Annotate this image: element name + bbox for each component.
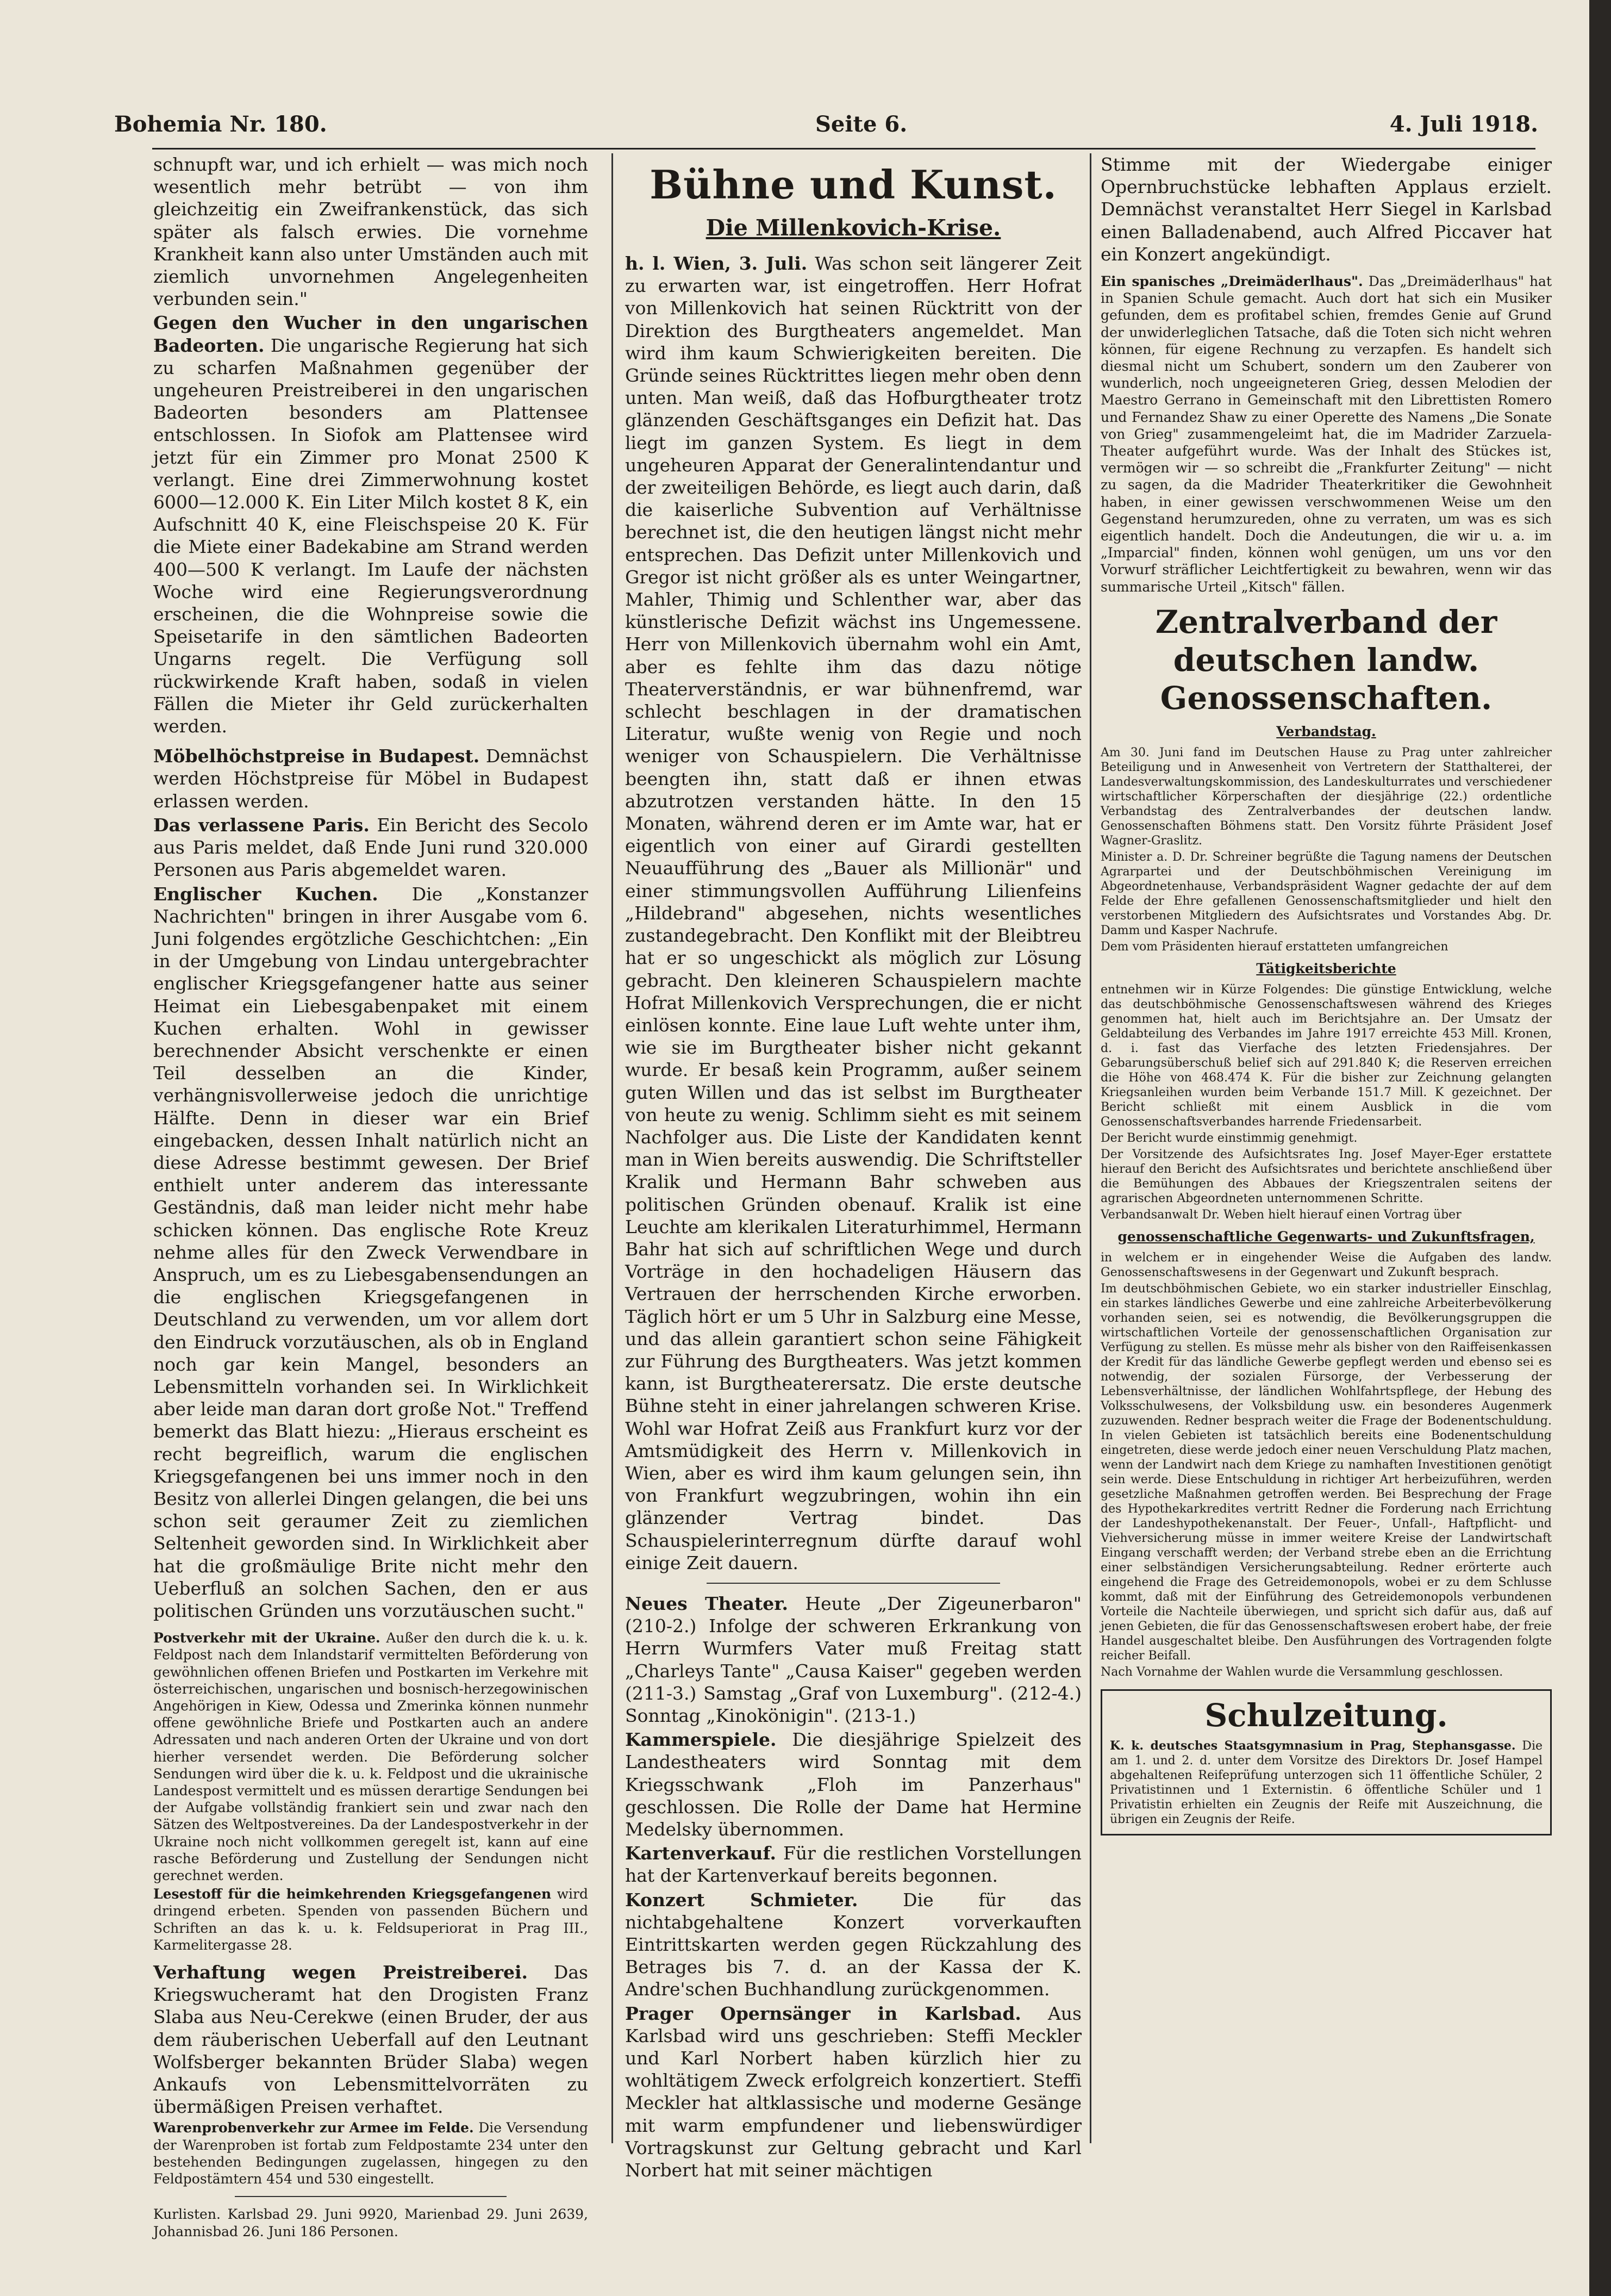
article-body: Das „Dreimäderlhaus" hat in Spanien Schule gemacht. Auch dort hat sich ein Musiker gefunden, dem es profitabel schien, fremdes Genie auf Grund der unwiderleglichen Tatsache, daß die Toten sich nicht wehren können, für eigene Rechnung zu verzapfen. Es handelt sich diesmal nicht um Schubert, sondern um den Zauberer von wunderlich, noch ungeeigneteren Grieg, dessen Melodien der Maestro Gerrano in Gemeinschaft mit den Librettisten Romero und Fernandez Shaw zu einer Operette des Namens „Die Sonate von Grieg" zusammengeleimt hat, die im Madrider Zarzuela-Theater aufgeführt wurde. Was der Inhalt des Stückes ist, vermögen wir — so schreibt die „Frankfurter Zeitung" — nicht zu sagen, da die Madrider Theaterkritiker die Gewohnheit haben, in einer gewissen verschwommenen Weise um den Gegenstand herumzureden, ohne zu verraten, um was es sich eigentlich handelt. Doch die Andeutungen, die wir u. a. im „Imparcial" finden, können wohl genügen, um uns vor den Vorwurf sträflicher Leichtfertigkeit zu bewahren, wenn wir das summarische Urteil „Kitsch" fällen.: [1101, 273, 1552, 595]
article-body: Die Versendung der Warenproben ist fortab zum Feldpostamte 234 unter den bestehenden Bedingungen zugelassen, hingegen zu den Feldpostämtern 454 und 530 eingestellt.: [153, 2120, 588, 2187]
article-paragraph: Nach Vornahme der Wahlen wurde die Versammlung geschlossen.: [1101, 1665, 1503, 1679]
article-continuation: schnupft war, und ich erhielt — was mich noch wesentlich mehr betrübt — von ihm gleichzeitig ein Zweifrankenstück, das sich später als falsch erwies. Die vornehme Krankheit kann also unter Umständen auch mit ziemlich unvornehmen Angelegenheiten verbunden sein.": [153, 154, 588, 310]
page-header: [114, 111, 1538, 145]
section-divider: [235, 2196, 507, 2197]
article-postverkehr: [153, 1629, 588, 1884]
article-paris: [153, 814, 588, 881]
article-neues-theater: [625, 1592, 1082, 1727]
article-body: Aus Karlsbad wird uns geschrieben: Steffi Meckler und Karl Norbert haben kürzlich hier zu wohltätigem Zweck erfolgreich konzertiert. Steffi Meckler hat altklassische und moderne Gesänge mit warm empfundener und liebenswürdiger Vortragskunst zur Geltung gebracht und Karl Norbert hat mit seiner mächtigen: [625, 2002, 1082, 2181]
article-paragraph: in welchem er in eingehender Weise die Aufgaben des landw. Genossenschaftswesens in der Gegenwart und Zukunft besprach.: [1101, 1250, 1552, 1279]
article-paragraph: Der Bericht wurde einstimmig genehmigt.: [1101, 1131, 1358, 1145]
section-title-buehne: Bühne und Kunst.: [650, 161, 1057, 208]
section-divider: [707, 1583, 1000, 1584]
article-heading: Gegen den Wucher in den ungarischen Badeorten.: [153, 312, 588, 356]
article-body: Was schon seit längerer Zeit zu erwarten war, ist eingetroffen. Herr Hofrat von Millenkovich hat seinen Rücktritt von der Direktion des Burgtheaters angemeldet. Man wird ihm kaum Schwierigkeiten bereiten. Die Gründe seines Rücktrittes liegen mehr oben denn unten. Man weiß, daß das Hofburgtheater trotz glänzenden Geschäftsganges ein Defizit hat. Das liegt im ganzen System. Es liegt in dem ungeheuren Apparat der Generalintendantur und der zweiteiligen Behörde, es liegt auch darin, daß die kaiserliche Subvention auf Verhältnisse berechnet ist, die den heutigen längst nicht mehr entsprechen. Das Defizit unter Millenkovich und Gregor ist nicht größer als es unter Weingartner, Mahler, Thimig und Schlenther war, aber das künstlerische Defizit wächst ins Ungemessene. Herr von Millenkovich übernahm wohl ein Amt, aber es fehlte ihm das dazu nötige Theaterverständnis, er war bühnenfremd, war schlecht beschlagen in der dramatischen Literatur, wußte wenig von Regie und noch weniger von Schauspielern. Die Verhältnisse beengten ihn, statt daß er ihnen etwas abzutrotzen verstanden hätte. In den 15 Monaten, während deren er im Amte war, hat er eigentlich von einer auf Girardi gestellten Neuaufführung des „Bauer als Millionär" und einer stimmungsvollen Aufführung Lilienfeins „Hildebrand" abgesehen, nichts wesentliches zustandegebracht. Den Konflikt mit der Bleibtreu hat er so ungeschickt als möglich zur Lösung gebracht. Den kleineren Schauspielern machte Hofrat Millenkovich Versprechungen, die er nicht einlösen konnte. Eine laue Luft wehte unter ihm, wie sie im Burgtheater bisher nicht gekannt wurde. Er besaß kein Programm, außer seinem guten Willen und das ist selbst im Burgtheater von heute zu wenig. Schlimm sieht es mit seinem Nachfolger aus. Die Liste der Kandidaten kennt man in Wien bereits auswendig. Die Schriftsteller Kralik und Hermann Bahr schweben aus politischen Gründen obenauf. Kralik ist eine Leuchte am klerikalen Literaturhimmel, Hermann Bahr hat sich auf schriftlichen Wege und durch Vorträge in den hochadeligen Häusern das Vertrauen der herrschenden Kirche erworben. Täglich hört er um 5 Uhr in Salzburg eine Messe, und das allein garantiert schon seine Fähigkeit zur Führung des Burgtheaters. Was jetzt kommen kann, ist Burgtheaterersatz. Die erste deutsche Bühne steht in einer jahrelangen schweren Krise. Wohl war Hofrat Zeiß aus Frankfurt kurz vor der Amtsmüdigkeit des Herrn v. Millenkovich in Wien, aber es wird ihm kaum gelungen sein, ihn von Frankfurt wegzubringen, wohin ihn ein glänzender Vertrag bindet. Das Schauspielerinterregnum dürfte darauf wohl einige Zeit dauern.: [625, 253, 1082, 1573]
article-millenkovich: [625, 252, 1082, 1574]
article-moebel: [153, 745, 588, 812]
article-warenproben: [153, 2119, 588, 2187]
article-paragraph: Im deutschböhmischen Gebiete, wo ein starker industrieller Einschlag, ein starkes ländliches Gewerbe und eine zahlreiche Arbeiterbevölkerung vorhanden seien, sei es notwendig, die Bevölkerungsgruppen die wirtschaftlichen Vorteile der genossenschaftlichen Organisation zur Verfügung zu stellen. Es müsse mehr als bisher von den Raiffeisenkassen der Kredit für das ländliche Gewerbe gepflegt werden und ebenso sei es notwendig, der sozialen Fürsorge, der Verbesserung der Lebensverhältnisse, der ländlichen Wohlfahrtspflege, der Hebung des Volksschulwesens, der Volksbildung usw. ein besonderes Augenmerk zuzuwenden. Redner besprach weiter die Frage der Bodenentschuldung. In vielen Gebieten ist tatsächlich bereits eine Bodenentschuldung eingetreten, diese werde jedoch einer neuen Verschuldung Platz machen, wenn der Landwirt nach dem Kriege zu namhaften Investitionen genötigt sein werde. Diese Entschuldung in richtiger Art herbeizuführen, werden gesetzliche Maßnahmen getroffen werden. Bei Besprechung der Frage des Hypothekarkredites vertritt Redner die Forderung nach Errichtung der Landeshypothekenanstalt. Der Feuer-, Unfall-, Haftpflicht- und Viehversicherung müsse in immer weitere Kreise der Landwirtschaft Eingang verschafft werden; der Verband strebe eben an die Errichtung einer selbständigen Versicherungsabteilung. Redner erörterte auch eingehend die Frage des Getreidemonopols, wobei er zu dem Schlusse kommt, daß mit der Einführung des Getreidemonopols verbundenen Vorteile die Nachteile überwiegen, und spricht sich dafür aus, daß auf jenen Gebieten, die für das Genossenschaftswesen erobert habe, der freie Handel ausgeschaltet bleibe. Den Ausführungen des Vortragenden folgte reicher Beifall.: [1101, 1281, 1552, 1663]
article-heading: Konzert Schmieter.: [625, 1889, 858, 1911]
column-2: [625, 153, 1082, 2183]
article-dreimaederlhaus: [1101, 273, 1552, 595]
article-dateline: h. l. Wien, 3. Juli.: [625, 253, 808, 274]
article-paragraph: Der Vorsitzende des Aufsichtsrates Ing. Josef Mayer-Eger erstattete hierauf den Bericht des Aufsichtsrates und berichtete anschließend über die Bemühungen des Abbaues der Kriegszentralen seitens der agrarischen Abgeordneten unternommenen Schritte.: [1101, 1147, 1552, 1205]
article-heading: Englischer Kuchen.: [153, 883, 378, 905]
column-rule-1: [611, 153, 613, 2143]
article-body: Die ungarische Regierung hat sich zu scharfen Maßnahmen gegenüber der ungeheuren Preistreiberei in den ungarischen Badeorten besonders am Plattensee entschlossen. In Siofok am Plattensee wird jetzt für ein Zimmer pro Monat 2500 K verlangt. Eine drei Zimmerwohnung kostet 6000—12.000 K. Ein Liter Milch kostet 8 K, ein Aufschnitt 40 K, eine Fleischspeise 20 K. Für die Miete einer Badekabine am Strand werden 400—500 K verlangt. Im Laufe der nächsten Woche wird eine Regierungsverordnung erscheinen, die die Wohnpreise sowie die Speisetarife in den sämtlichen Badeorten Ungarns regelt. Die Verfügung soll rückwirkende Kraft haben, sodaß in vielen Fällen die Mieter ihr Geld zurückerhalten werden.: [153, 334, 588, 737]
article-body: Demnächst werden Höchstpreise für Möbel in Budapest erlassen werden.: [153, 745, 588, 812]
article-paragraph: Verbandsanwalt Dr. Weben hielt hierauf einen Vortrag über: [1101, 1208, 1462, 1222]
article-body: Ein Bericht des Secolo aus Paris meldet, daß Ende Juni rund 320.000 Personen aus Paris abgemeldet waren.: [153, 814, 588, 881]
article-kuchen: [153, 883, 588, 1622]
article-heading: Ein spanisches „Dreimäderlhaus".: [1101, 273, 1363, 290]
article-heading: Kartenverkauf.: [625, 1843, 776, 1864]
article-heading: Das verlassene Paris.: [153, 814, 370, 836]
article-body: Die diesjährige Spielzeit des Landestheaters wird Sonntag mit dem Kriegsschwank „Floh im Panzerhaus" geschlossen. Die Rolle der Dame hat Hermine Medelsky übernommen.: [625, 1729, 1082, 1840]
article-wucher: [153, 312, 588, 737]
article-konzert-schmieter: [625, 1889, 1082, 2001]
schulzeitung-box: [1101, 1689, 1552, 1835]
section-title-zentralverband: Zentralverband der deutschen landw. Genossenschaften.: [1155, 603, 1497, 717]
section-title-schulzeitung: Schulzeitung.: [1204, 1696, 1448, 1734]
header-page-number: Seite 6.: [815, 111, 908, 137]
column-rule-2: [1090, 153, 1091, 2143]
subheading-taetigkeitsberichte: Tätigkeitsberichte: [1256, 960, 1396, 976]
header-publication: Bohemia Nr. 180.: [114, 111, 327, 137]
article-paragraph: Minister a. D. Dr. Schreiner begrüßte die Tagung namens der Deutschen Agrarpartei und der Deutschböhmischen Vereinigung im Abgeordnetenhause, Verbandspräsident Wagner gedachte der auf dem Felde der Ehre gefallenen Genossenschaftsmitglieder und hielt den verstorbenen Mitgliedern des Aufsichtsrates und Vorstandes Abg. Dr. Damm und Kasper Nachrufe.: [1101, 850, 1552, 937]
article-body: Außer den durch die k. u. k. Feldpost nach dem Inlandstarif vermittelten Beförderung von gewöhnlichen offenen Briefen und Postkarten im Verkehre mit österreichischen, ungarischen und bosnisch-herzegowinischen Angehörigen in Kiew, Odessa und Zmerinka können nunmehr offene gewöhnliche Briefe und Postkarten auch an andere Adressaten und nach anderen Orten der Ukraine und von dort hierher versendet werden. Die Beförderung solcher Sendungen wird über die k. u. k. Feldpost und die ukrainische Landespost vermittelt und es müssen derartige Sendungen bei der Aufgabe vollständig frankiert sein und zwar nach den Sätzen des Weltpostvereines. Da der Landespostverkehr in der Ukraine noch nicht vollkommen geregelt ist, kann auf eine rasche Beförderung und Zustellung der Sendungen nicht gerechnet werden.: [153, 1630, 588, 1884]
article-body: wird dringend erbeten. Spenden von passenden Büchern und Schriften an das k. u. k. Feldsuperiorat in Prag III., Karmelitergasse 28.: [153, 1886, 588, 1953]
article-body: Die am 1. und 2. d. unter dem Vorsitze des Direktors Dr. Josef Hampel abgehaltenen Reifeprüfung unterzogen sich 11 öffentliche Schüler, 2 Privatistinnen und 1 Externistin. 6 öffentliche Schüler und 1 Privatistin erhielten ein Zeugnis der Reife mit Auszeichnung, die übrigen ein Zeugnis der Reife.: [1110, 1739, 1543, 1826]
article-paragraph: Dem vom Präsidenten hierauf erstatteten umfangreichen: [1101, 939, 1448, 954]
article-heading: Prager Opernsänger in Karlsbad.: [625, 2002, 1021, 2024]
article-kartenverkauf: [625, 1842, 1082, 1887]
article-verhaftung: [153, 1961, 588, 2118]
article-gymnasium: [1110, 1739, 1543, 1827]
article-title-millenkovich: Die Millenkovich-Krise.: [705, 215, 1001, 241]
article-kammerspiele: [625, 1728, 1082, 1840]
subheading-zukunftsfragen: genossenschaftliche Gegenwarts- und Zukunftsfragen,: [1117, 1228, 1535, 1245]
article-heading: K. k. deutsches Staatsgymnasium in Prag, Stephansgasse.: [1110, 1738, 1516, 1753]
article-continuation: Stimme mit der Wiedergabe einiger Opernbruchstücke lebhaften Applaus erzielt. Demnächst veranstaltet Herr Siegel in Karlsbad einen Balladenabend, auch Alfred Piccaver hat ein Konzert angekündigt.: [1101, 154, 1552, 265]
subheading-verbandstag: Verbandstag.: [1276, 723, 1376, 739]
article-heading: Verhaftung wegen Preistreiberei.: [153, 1962, 528, 1983]
article-paragraph: entnehmen wir in Kürze Folgendes: Die günstige Entwicklung, welche das deutschböhmische Genossenschaftswesen während des Krieges genommen hat, hielt auch im Berichtsjahre an. Der Umsatz der Geldabteilung des Verbandes im Jahre 1917 erreichte 453 Mill. Kronen, d. i. fast das Vierfache des letzten Friedensjahres. Der Gebarungsüberschuß belief sich auf 291.840 K; die Reserven erreichen die Höhe von 468.474 K. Für die bisher zur Zeichnung gelangten Kriegsanleihen wurden beim Verbande 151.7 Mill. K gezeichnet. Der Bericht schließt mit einem Ausblick in die vom Genossenschaftsverbandes harrende Friedensarbeit.: [1101, 982, 1552, 1129]
header-date: 4. Juli 1918.: [1389, 111, 1538, 137]
article-lesestoff: [153, 1886, 588, 1953]
article-body: Das Kriegswucheramt hat den Drogisten Franz Slaba aus Neu-Cerekwe (einen Bruder, der aus dem räuberischen Ueberfall auf den Leutnant Wolfsberger bekannten Brüder Slaba) wegen Ankaufs von Lebensmittelvorräten zu übermäßigen Preisen verhaftet.: [153, 1962, 588, 2118]
article-body: Die „Konstanzer Nachrichten" bringen in ihrer Ausgabe vom 6. Juni folgendes ergötzliche Geschichtchen: „Ein in der Umgebung von Lindau untergebrachter englischer Kriegsgefangener hatte aus seiner Heimat ein Liebesgabenpaket mit einem Kuchen erhalten. Wohl in gewisser berechnender Absicht verschenkte er einen Teil desselben an die Kinder, verhängnisvollerweise jedoch die unrichtige Hälfte. Denn in dieser war ein Brief eingebacken, dessen Inhalt natürlich nicht an diese Adresse bestimmt gewesen. Der Brief enthielt unter anderem das interessante Geständnis, daß man leider nicht mehr habe schicken können. Das englische Rote Kreuz nehme alles für den Zweck Verwendbare in Anspruch, um es zu Liebesgabensendungen an die englischen Kriegsgefangenen in Deutschland zu verwenden, um vor allem dort den Eindruck vorzutäuschen, als ob in England noch gar kein Mangel, besonders an Lebensmitteln vorhanden sei. In Wirklichkeit aber leide man daran dort große Not." Treffend bemerkt das Blatt hiezu: „Hieraus erscheint es recht begreiflich, warum die englischen Kriegsgefangenen bei uns immer noch in den Besitz von allerlei Dingen gelangen, die bei uns schon seit geraumer Zeit zu ziemlichen Seltenheit geworden sind. In Wirklichkeit aber hat die großmäulige Brite nicht mehr den Ueberfluß an solchen Sachen, den er aus politischen Gründen uns vorzutäuschen sucht.": [153, 883, 589, 1621]
article-heading: Kammerspiele.: [625, 1729, 777, 1751]
article-body: Für die restlichen Vorstellungen hat der Kartenverkauf bereits begonnen.: [625, 1843, 1082, 1887]
article-heading: Möbelhöchstpreise in Budapest.: [153, 745, 480, 767]
article-heading: Warenprobenverkehr zur Armee im Felde.: [153, 2120, 474, 2136]
article-heading: Neues Theater.: [625, 1592, 789, 1614]
header-rule: [152, 148, 1535, 150]
article-opernsaenger: [625, 2002, 1082, 2182]
article-body: Die für das nichtabgehaltene Konzert vorverkauften Eintrittskarten werden gegen Rückzahlung des Betrages bis 7. d. an der Kassa der K. Andre'schen Buchhandlung zurückgenommen.: [625, 1889, 1082, 2000]
column-1: [153, 153, 588, 2242]
article-heading: Lesestoff für die heimkehrenden Kriegsgefangenen: [153, 1886, 552, 1902]
article-heading: Postverkehr mit der Ukraine.: [153, 1630, 380, 1646]
article-kurlisten: Kurlisten. Karlsbad 29. Juni 9920, Marienbad 29. Juni 2639, Johannisbad 26. Juni 186 Personen.: [153, 2206, 588, 2239]
scan-edge: [1589, 0, 1611, 2296]
column-3: [1101, 153, 1552, 1845]
article-paragraph: Am 30. Juni fand im Deutschen Hause zu Prag unter zahlreicher Beteiligung und in Anwesenheit von Vertretern der Statthalterei, der Landesverwaltungskommission, des Landeskulturrates und verschiedener wirtschaftlicher Körperschaften der diesjährige (22.) ordentliche Verbandstag des Zentralverbandes der deutschen landw. Genossenschaften Böhmens statt. Den Vorsitz führte Präsident Josef Wagner-Graslitz.: [1101, 745, 1552, 848]
article-body: Heute „Der Zigeunerbaron" (210-2.) Infolge der schweren Erkrankung von Herrn Wurmfers Vater muß Freitag statt „Charleys Tante" „Causa Kaiser" gegeben werden (211-3.) Samstag „Graf von Luxemburg". (212-4.) Sonntag „Kinokönigin". (213-1.): [625, 1592, 1082, 1726]
